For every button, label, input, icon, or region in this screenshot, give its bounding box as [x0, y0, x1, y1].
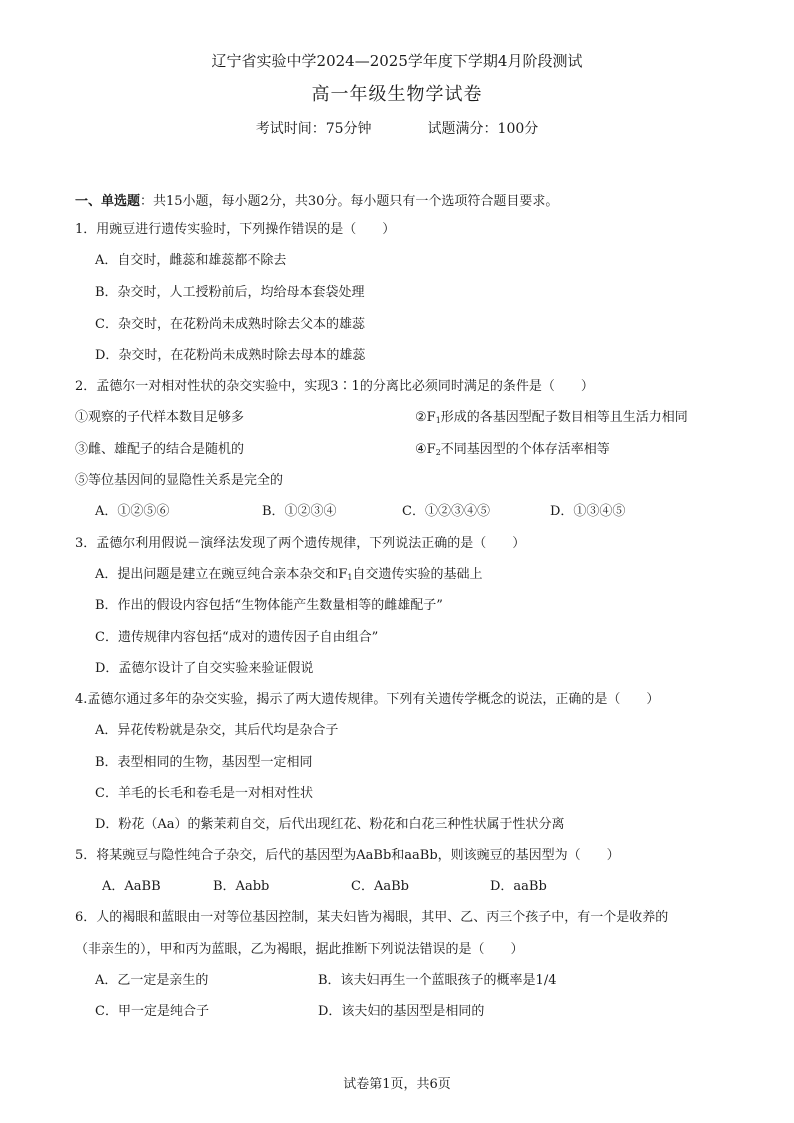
question-4-option-d: D．粉花（Aa）的紫茉莉自交，后代出现红花、粉花和白花三种性状属于性状分离 — [95, 817, 565, 832]
question-6-option-c: C．甲一定是纯合子 — [95, 1004, 209, 1019]
question-3-stem: 3．孟德尔利用假说－演绎法发现了两个遗传规律，下列说法正确的是（ ） — [75, 536, 526, 551]
full-score: 试题满分：100分 — [427, 121, 539, 137]
question-2-option-c: C．①②③④⑤ — [402, 504, 490, 519]
question-6-option-a: A．乙一定是亲生的 — [95, 973, 209, 988]
question-2-option-a: A．①②⑤⑥ — [95, 504, 170, 519]
question-5-option-b: B．Aabb — [213, 879, 270, 894]
question-2-condition-4: $④F_2$不同基因型的个体存活率相等 — [415, 442, 610, 457]
question-2-option-b: B．①②③④ — [262, 504, 337, 519]
question-2-condition-5: ⑤等位基因间的显隐性关系是完全的 — [75, 473, 284, 488]
question-5-option-d: D．aaBb — [490, 879, 547, 894]
question-4-option-a: A．异花传粉就是杂交，其后代均是杂合子 — [95, 723, 339, 738]
question-5-option-a: A．AaBB — [102, 879, 161, 894]
exam-time: 考试时间：75分钟 — [255, 121, 372, 137]
question-3-option-d: D．孟德尔设计了自交实验来验证假说 — [95, 661, 314, 676]
section-heading — [75, 193, 558, 211]
question-2-option-d: D．①③④⑤ — [550, 504, 626, 519]
exam-info — [0, 120, 794, 138]
question-3-option-b: B．作出的假设内容包括“生物体能产生数量相等的雌雄配子” — [95, 598, 443, 613]
question-5-stem: 5．将某豌豆与隐性纯合子杂交，后代的基因型为AaBb和aaBb，则该豌豆的基因型为（ ） — [75, 848, 620, 863]
question-1-option-c: C．杂交时，在花粉尚未成熟时除去父本的雄蕊 — [95, 317, 365, 332]
section-description: ：共15小题，每小题2分，共30分。每小题只有一个选项符合题目要求。 — [140, 194, 559, 209]
question-1-option-d: D．杂交时，在花粉尚未成熟时除去母本的雄蕊 — [95, 348, 366, 363]
question-1-option-a: A．自交时，雌蕊和雄蕊都不除去 — [95, 253, 287, 268]
question-1-stem: 1．用豌豆进行遗传实验时，下列操作错误的是（ ） — [75, 222, 396, 237]
question-3-option-a: A．提出问题是建立在豌豆纯合亲本杂交和$F_1$自交遗传实验的基础上 — [95, 567, 483, 582]
school-exam-line: 辽宁省实验中学2024—2025学年度下学期4月阶段测试 — [211, 52, 583, 70]
question-6-stem-line-1: 6．人的褐眼和蓝眼由一对等位基因控制，某夫妇皆为褐眼，其甲、乙、丙三个孩子中，有一个是收养的 — [75, 910, 669, 925]
question-3-option-c: C．遗传规律内容包括“成对的遗传因子自由组合” — [95, 630, 379, 645]
section-label: 一、单选题 — [75, 194, 141, 209]
question-2-condition-1: ①观察的子代样本数目足够多 — [75, 410, 245, 425]
question-2-stem: 2．孟德尔一对相对性状的杂交实验中，实现3∶1的分离比必须同时满足的条件是（ ） — [75, 379, 594, 394]
question-4-option-c: C．羊毛的长毛和卷毛是一对相对性状 — [95, 786, 313, 801]
question-5-option-c: C．AaBb — [351, 879, 409, 894]
question-4-stem: 4.孟德尔通过多年的杂交实验，揭示了两大遗传规律。下列有关遗传学概念的说法，正确的是（ ） — [75, 692, 660, 707]
question-4-option-b: B．表型相同的生物，基因型一定相同 — [95, 755, 313, 770]
question-2-condition-3: ③雌、雄配子的结合是随机的 — [75, 442, 245, 457]
question-6-option-b: B．该夫妇再生一个蓝眼孩子的概率是1/4 — [318, 973, 557, 988]
paper-title: 高一年级生物学试卷 — [311, 84, 483, 105]
question-6-option-d: D．该夫妇的基因型是相同的 — [318, 1004, 485, 1019]
question-2-condition-2: $②F_1$形成的各基因型配子数目相等且生活力相同 — [415, 410, 688, 425]
question-6-stem-line-2: （非亲生的），甲和丙为蓝眼，乙为褐眼，据此推断下列说法错误的是（ ） — [75, 942, 524, 957]
page-footer: 试卷第1页，共6页 — [343, 1077, 451, 1092]
question-1-option-b: B．杂交时，人工授粉前后，均给母本套袋处理 — [95, 285, 365, 300]
